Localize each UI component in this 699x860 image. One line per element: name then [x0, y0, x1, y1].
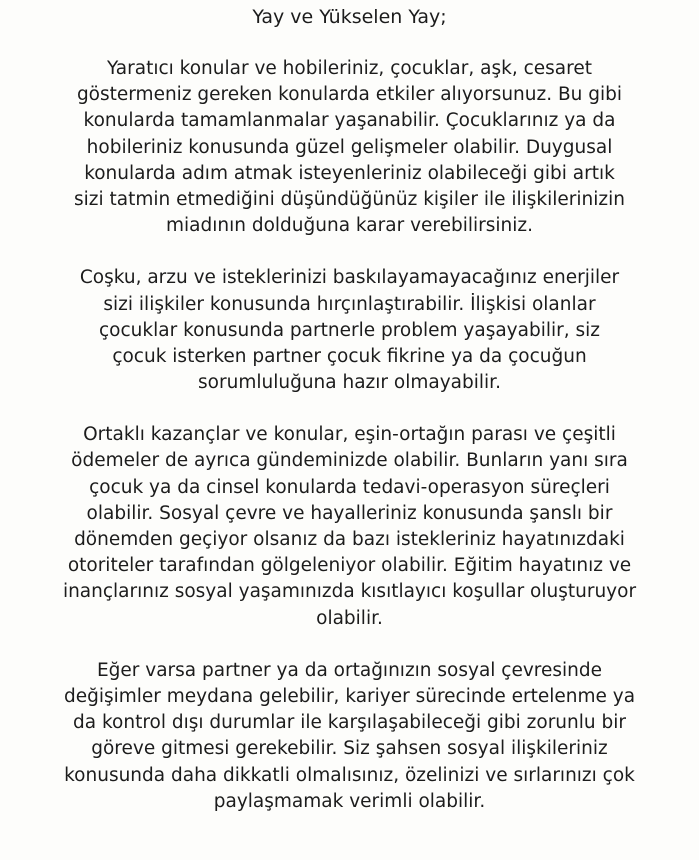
paragraph-line: Yaratıcı konular ve hobileriniz, çocuklar, aşk, cesaret	[107, 58, 592, 79]
paragraph-1	[14, 56, 685, 239]
paragraph-line: çocuk isterken partner çocuk fikrine ya da çocuğun	[112, 345, 587, 367]
paragraph-line: çocuklar konusunda partnerle problem yaşayabilir, siz	[99, 319, 600, 341]
paragraph-3	[14, 422, 685, 632]
paragraph-line: paylaşmamak verimli olabilir.	[213, 790, 486, 812]
paragraph-line: ödemeler de ayrıca gündeminizde olabilir. Bunların yanı sıra	[71, 450, 628, 472]
paragraph-line: hobileriniz konusunda güzel gelişmeler olabilir. Duygusal	[86, 136, 613, 158]
paragraph-line: dönemden geçiyor olsanız da bazı istekleriniz hayatınızdaki	[74, 529, 625, 550]
paragraph-line: sizi tatmin etmediğini düşündüğünüz kişiler ile ilişkilerinizin	[73, 188, 625, 210]
paragraph-line: konusunda daha dikkatli olmalısınız, özelinizi ve sırlarınızı çok	[64, 764, 635, 786]
paragraph-line: göstermeniz gereken konularda etkiler alıyorsunuz. Bu gibi	[76, 84, 623, 106]
paragraph-line: konularda adım atmak isteyenleriniz olabileceği gibi artık	[84, 162, 615, 184]
paragraph-line: olabilir. Sosyal çevre ve hayalleriniz konusunda şanslı bir	[86, 502, 613, 524]
paragraph-line: sizi ilişkiler konusunda hırçınlaştırabilir. İlişkisi olanlar	[103, 293, 596, 315]
paragraph-line: olabilir.	[316, 607, 383, 629]
paragraph-line: miadının dolduğuna karar verebilirsiniz.	[165, 215, 533, 237]
paragraph-line: inançlarınız sosyal yaşamınızda kısıtlayıcı koşullar oluşturuyor	[62, 581, 637, 603]
paragraph-line: otoriteler tarafından gölgeleniyor olabilir. Eğitim hayatınız ve	[67, 555, 632, 577]
paragraph-line: da kontrol dışı durumlar ile karşılaşabileceği gibi zorunlu bir	[73, 712, 626, 734]
document-title: Yay ve Yükselen Yay;	[252, 6, 447, 28]
paragraph-line: değişimler meydana gelebilir, kariyer sürecinde ertelenme ya	[63, 685, 636, 707]
paragraph-line: Eğer varsa partner ya da ortağınızın sosyal çevresinde	[96, 659, 603, 681]
paragraph-line: sorumluluğuna hazır olmayabilir.	[198, 372, 501, 394]
paragraph-line: konularda tamamlanmalar yaşanabilir. Çocuklarınız ya da	[83, 110, 616, 132]
paragraph-2	[14, 265, 685, 396]
paragraph-4	[14, 658, 685, 815]
paragraph-line: göreve gitmesi gerekebilir. Siz şahsen sosyal ilişkileriniz	[91, 738, 608, 760]
paragraph-line: Ortaklı kazançlar ve konular, eşin-ortağın parası ve çeşitli	[83, 424, 616, 446]
paragraph-line: Coşku, arzu ve isteklerinizi baskılayamayacağınız enerjiler	[79, 267, 620, 289]
paragraph-line: çocuk ya da cinsel konularda tedavi-operasyon süreçleri	[89, 476, 610, 498]
